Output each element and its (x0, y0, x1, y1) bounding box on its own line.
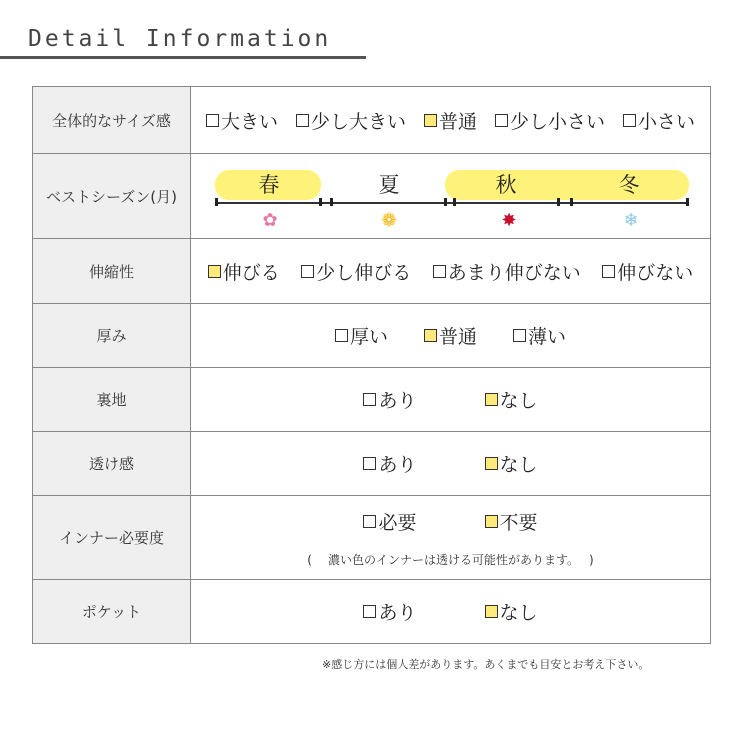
lining-label: 裏地 (33, 368, 191, 432)
checkbox-icon (335, 329, 348, 342)
option-label: なし (499, 390, 538, 412)
sheer-label: 透け感 (33, 432, 191, 496)
note-close-paren: ) (589, 552, 594, 567)
season-tick (686, 198, 689, 206)
autumn-baseline (445, 202, 571, 204)
option (363, 386, 416, 413)
option (335, 322, 388, 349)
inner-options-cell (191, 496, 711, 580)
season-autumn: 秋 (495, 173, 517, 197)
option-label: 厚い (349, 326, 388, 348)
checkbox-icon (206, 114, 219, 127)
pocket-options (191, 598, 710, 625)
spring-baseline (215, 202, 333, 204)
option-label: 小さい (637, 110, 695, 133)
season-tick (319, 198, 322, 206)
sunflower-icon: ❁ (381, 210, 397, 231)
checkbox-icon (296, 114, 309, 127)
option (363, 598, 416, 625)
pocket-row (33, 580, 711, 644)
inner-options (191, 508, 710, 535)
thickness-row (33, 304, 711, 368)
option (296, 107, 406, 134)
sheer-options (191, 450, 710, 477)
checked-box-icon (485, 393, 498, 406)
note-text: 濃い色のインナーは透ける可能性があります。 (327, 552, 574, 567)
option-label: あまり伸びない (447, 261, 581, 284)
option-label: 普通 (438, 326, 477, 348)
option-label: 伸びる (222, 261, 280, 284)
option (208, 258, 280, 285)
inner-label: インナー必要度 (33, 496, 191, 580)
option-label: 少し伸びる (316, 261, 412, 284)
option (602, 258, 693, 285)
option-label: あり (378, 454, 417, 476)
lining-row (33, 368, 711, 432)
season-tick (444, 198, 447, 206)
option-label: あり (378, 602, 417, 624)
season-label: ベストシーズン(月) (33, 154, 191, 239)
option-label: なし (499, 454, 538, 476)
checkbox-icon (363, 457, 376, 470)
season-spring: 春 (258, 173, 280, 197)
thickness-options (191, 322, 710, 349)
option (485, 386, 538, 413)
sheer-row (33, 432, 711, 496)
option (206, 107, 278, 134)
thickness-options-cell (191, 304, 711, 368)
option (424, 107, 477, 134)
checkbox-icon (363, 605, 376, 618)
option-label: 少し大きい (310, 110, 406, 133)
season-tick (570, 198, 573, 206)
size-row (33, 87, 711, 154)
season-cell (191, 154, 711, 239)
checked-box-icon (424, 114, 437, 127)
option-label: 必要 (378, 511, 417, 534)
lining-options (191, 386, 710, 413)
size-label: 全体的なサイズ感 (33, 87, 191, 154)
season-tick (215, 198, 218, 206)
option (485, 450, 538, 477)
option-label: 大きい (220, 110, 278, 133)
option-label: 少し小さい (509, 110, 605, 133)
option (433, 258, 581, 285)
sakura-icon: ✿ (262, 210, 278, 231)
option (363, 450, 416, 477)
option (424, 322, 477, 349)
stretch-options-cell (191, 239, 711, 304)
winter-baseline (571, 202, 689, 204)
size-options-cell (191, 87, 711, 154)
pocket-label: ポケット (33, 580, 191, 644)
option (513, 322, 566, 349)
checked-box-icon (208, 265, 221, 278)
lining-options-cell (191, 368, 711, 432)
stretch-row (33, 239, 711, 304)
option (485, 508, 538, 535)
checked-box-icon (485, 457, 498, 470)
checked-box-icon (485, 605, 498, 618)
option (623, 107, 695, 134)
option-label: なし (499, 602, 538, 624)
season-winter: 冬 (618, 173, 640, 197)
checkbox-icon (513, 329, 526, 342)
option-label: 不要 (499, 511, 538, 534)
section-title: Detail Information (28, 26, 332, 52)
checkbox-icon (623, 114, 636, 127)
option (495, 107, 605, 134)
option-label: 薄い (528, 326, 567, 348)
detail-table (32, 86, 711, 644)
option (485, 598, 538, 625)
option (363, 508, 416, 535)
pocket-options-cell (191, 580, 711, 644)
inner-note (191, 551, 710, 568)
season-tick (557, 198, 560, 206)
checkbox-icon (602, 265, 615, 278)
summer-baseline (333, 202, 445, 204)
season-summer: 夏 (378, 173, 400, 197)
checkbox-icon (495, 114, 508, 127)
option-label: 普通 (438, 110, 477, 133)
thickness-label: 厚み (33, 304, 191, 368)
note-open-paren: ( (307, 552, 312, 567)
checked-box-icon (485, 515, 498, 528)
checkbox-icon (363, 515, 376, 528)
stretch-options (191, 258, 710, 285)
snowflake-icon: ❄ (623, 210, 639, 231)
option-label: 伸びない (617, 261, 694, 284)
maple-leaf-icon: ✸ (501, 210, 517, 231)
season-chart (191, 154, 710, 238)
size-options (191, 107, 710, 134)
season-row (33, 154, 711, 239)
stretch-label: 伸縮性 (33, 239, 191, 304)
checkbox-icon (363, 393, 376, 406)
season-tick (330, 198, 333, 206)
checked-box-icon (424, 329, 437, 342)
season-tick (453, 198, 456, 206)
checkbox-icon (433, 265, 446, 278)
sheer-options-cell (191, 432, 711, 496)
option (301, 258, 411, 285)
title-underline (0, 56, 366, 59)
inner-row (33, 496, 711, 580)
footer-note: ※感じ方には個人差があります。あくまでも目安とお考え下さい。 (322, 658, 650, 671)
checkbox-icon (301, 265, 314, 278)
option-label: あり (378, 390, 417, 412)
